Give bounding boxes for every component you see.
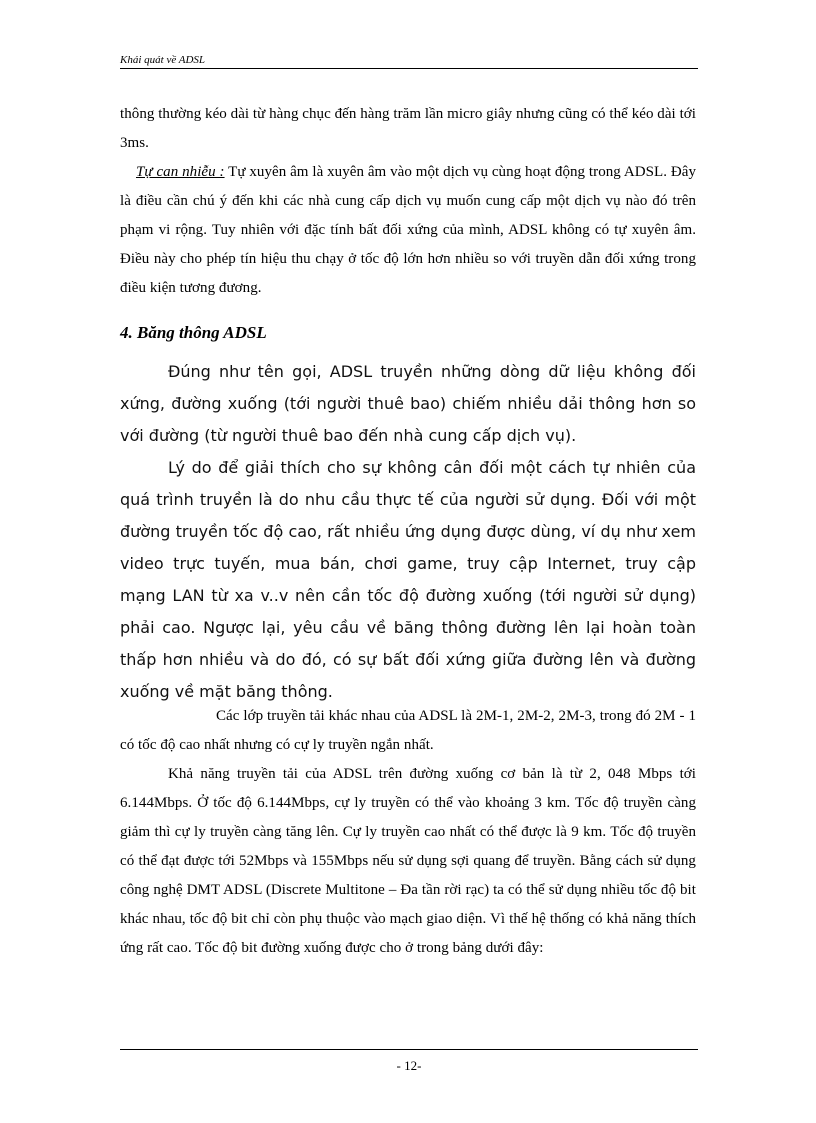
running-header-title: Khái quát về ADSL [120, 54, 206, 66]
paragraph-asymmetry-reason: Lý do để giải thích cho sự không cân đối một cách tự nhiên của quá trình truyền là do nhu cầu thực tế của người sử dụng. Đối với một đường truyền tốc độ cao, rất nhiều ứng dụng được dùng, ví dụ như xem video trực tuyến, mua bán, chơi game, truy cập Internet, truy cập mạng LAN từ xa v..v nên cần tốc độ đường xuống (tới người sử dụng) phải cao. Ngược lại, yêu cầu về băng thông đường lên lại hoàn toàn thấp hơn nhiều và do đó, có sự bất đối xứng giữa đường lên và đường xuống về mặt băng thông. [120, 458, 696, 701]
page-number: - 12- [396, 1058, 422, 1073]
paragraph-transport-classes: Các lớp truyền tải khác nhau của ADSL là 2M-1, 2M-2, 2M-3, trong đó 2M - 1 có tốc độ cao nhất nhưng có cự ly truyền ngắn nhất. [120, 708, 696, 753]
paragraph-asymmetric-streams: Đúng như tên gọi, ADSL truyền những dòng dữ liệu không đối xứng, đường xuống (tới người thuê bao) chiếm nhiều dải thông hơn so với đường (từ người thuê bao đến nhà cung cấp dịch vụ). [120, 362, 696, 445]
self-crosstalk-label: Tự can nhiễu : [136, 164, 225, 180]
paragraph-self-crosstalk [120, 158, 696, 303]
footer-divider [120, 1049, 698, 1050]
header-divider [120, 68, 698, 69]
self-crosstalk-text: Tự xuyên âm là xuyên âm vào một dịch vụ cùng hoạt động trong ADSL. Đây là điều cần chú ý đến khi các nhà cung cấp dịch vụ muốn cung cấp một dịch vụ nào đó trên phạm vi rộng. Tuy nhiên với đặc tính bất đối xứng của mình, ADSL không có tự xuyên âm. Điều này cho phép tín hiệu thu chạy ở tốc độ lớn hơn nhiều so với truyền dẫn đối xứng trong điều kiện tương đương. [120, 164, 696, 296]
paragraph-noise-duration: thông thường kéo dài từ hàng chục đến hàng trăm lần micro giây nhưng cũng có thể kéo dài tới 3ms. [120, 106, 696, 151]
section-heading-adsl-bandwidth: 4. Băng thông ADSL [120, 323, 267, 342]
paragraph-downstream-capacity: Khả năng truyền tải của ADSL trên đường xuống cơ bản là từ 2, 048 Mbps tới 6.144Mbps. Ở tốc độ 6.144Mbps, cự ly truyền có thể vào khoảng 3 km. Tốc độ truyền càng giảm thì cự ly truyền càng tăng lên. Cự ly truyền cao nhất có thể được là 9 km. Tốc độ truyền có thể đạt được tới 52Mbps và 155Mbps nếu sử dụng sợi quang để truyền. Bằng cách sử dụng công nghệ DMT ADSL (Discrete Multitone – Đa tần rời rạc) ta có thể sử dụng nhiều tốc độ bit khác nhau, tốc độ bit chỉ còn phụ thuộc vào mạch giao diện. Vì thế hệ thống có khả năng thích ứng rất cao. Tốc độ bit đường xuống được cho ở trong bảng dưới đây: [120, 766, 696, 956]
